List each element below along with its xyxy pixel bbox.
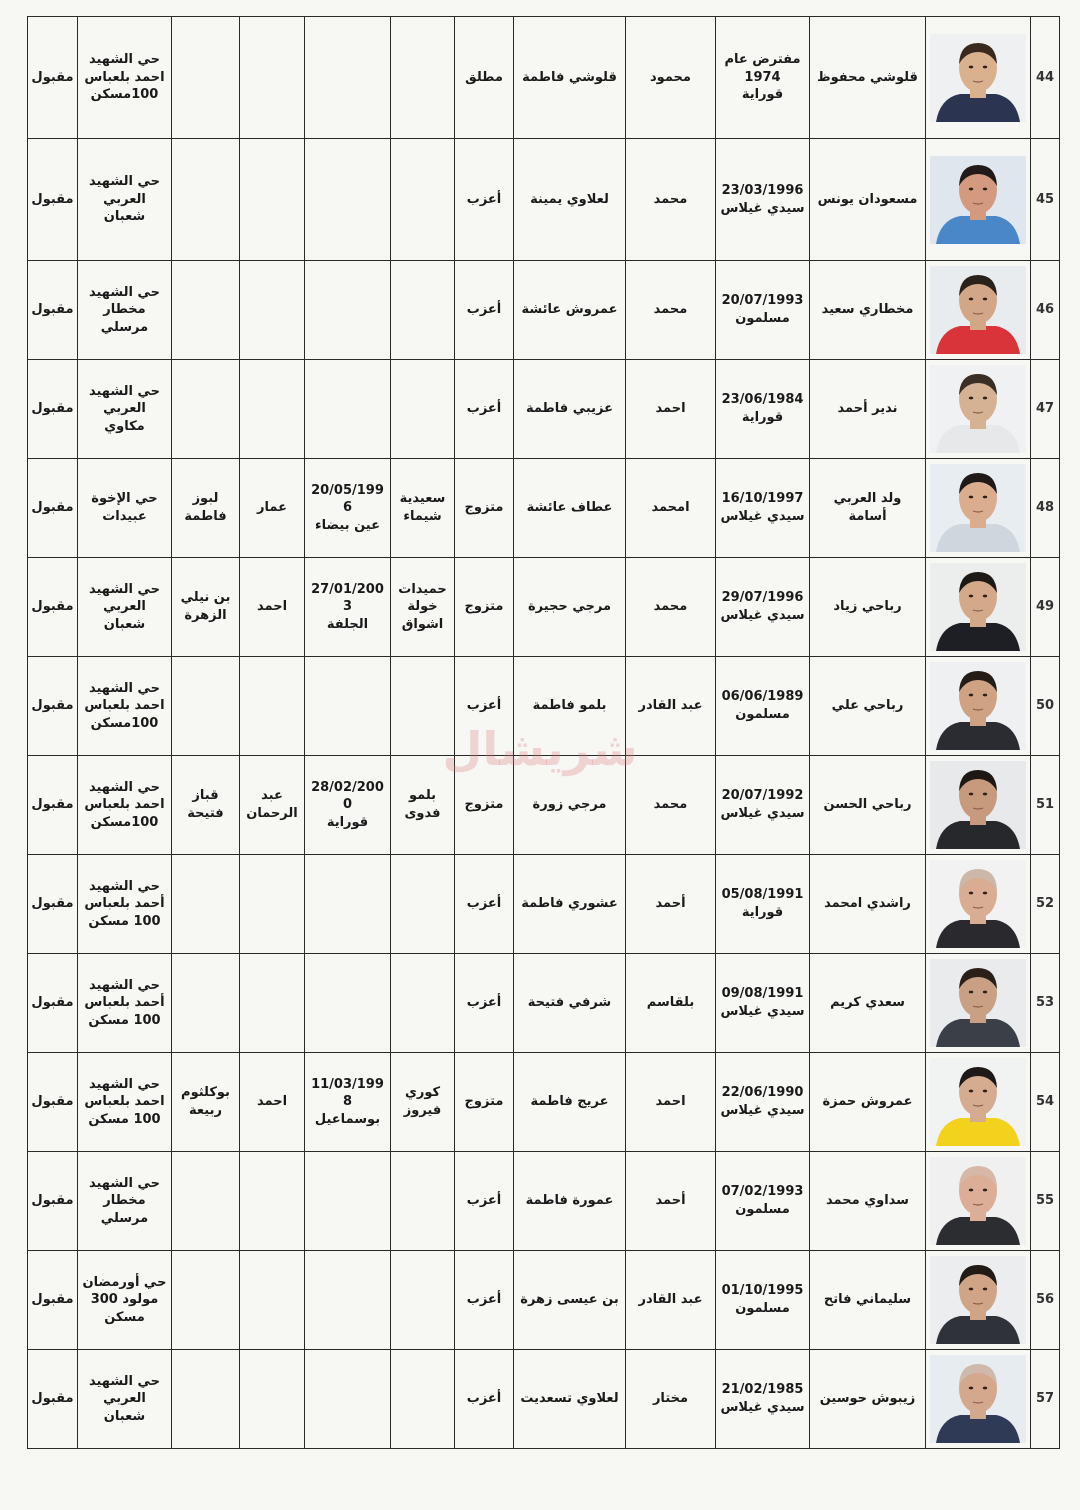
address-cell: حي الشهيد العربي مكاوي [78,360,172,459]
mother-name-cell: مرجي زورة [514,756,626,855]
birth-cell-line-1: 20/07/1993 [721,293,804,309]
birth-cell [716,558,810,657]
birth-cell [716,1350,810,1449]
table-row [28,756,1060,855]
spouse-father-cell: عمار [240,459,305,558]
address-cell: حي الشهيد العربي شعبان [78,558,172,657]
id-photo [930,860,1026,948]
spouse-name-cell [391,657,455,756]
table-row [28,657,1060,756]
spouse-birth-cell [305,459,391,558]
spouse-name-cell: كوري فيروز [391,1053,455,1152]
birth-cell [716,1152,810,1251]
table-row [28,558,1060,657]
spouse-birth-cell [305,954,391,1053]
spouse-mother-cell [172,139,240,261]
father-name-cell: احمد [626,1053,716,1152]
decision-cell: مقبول [28,657,78,756]
marital-status-cell: مطلق [455,17,514,139]
id-photo [930,34,1026,122]
spouse-birth-cell [305,1053,391,1152]
id-photo [930,1157,1026,1245]
birth-cell-line-2: سيدي غيلاس [720,1103,805,1118]
father-name-cell: محمد [626,261,716,360]
birth-cell-line-2: سيدي غيلاس [720,1004,805,1019]
address-cell: حي الشهيد مخطار مرسلي [78,1152,172,1251]
decision-cell: مقبول [28,1251,78,1350]
spouse-father-cell [240,954,305,1053]
birth-cell-line-2: مسلمون [735,311,790,326]
spouse-name-cell [391,17,455,139]
spouse-mother-cell [172,17,240,139]
address-cell: حي الشهيد احمد بلعباس 100 مسكن [78,1053,172,1152]
decision-cell: مقبول [28,1350,78,1449]
marital-status-cell: أعزب [455,1251,514,1350]
address-cell: حي الشهيد احمد بلعباس 100مسكن [78,657,172,756]
full-name-cell: ولد العربي أسامة [810,459,926,558]
id-photo [930,1058,1026,1146]
spouse-mother-cell: لبوز فاطمة [172,459,240,558]
full-name-cell: قلوشي محفوظ [810,17,926,139]
spouse-birth-cell-line-2: الجلفة [326,616,369,632]
father-name-cell: بلقاسم [626,954,716,1053]
birth-cell-line-1: 05/08/1991 [721,887,804,903]
decision-cell: مقبول [28,17,78,139]
birth-cell-line-1: 06/06/1989 [721,689,804,705]
spouse-name-cell [391,1350,455,1449]
birth-cell-line-1: 01/10/1995 [721,1283,804,1299]
table-row [28,17,1060,139]
full-name-cell: زيبوش حوسين [810,1350,926,1449]
photo-cell [926,1350,1031,1449]
spouse-father-cell [240,360,305,459]
full-name-cell: راشدي امحمد [810,855,926,954]
spouse-name-cell [391,360,455,459]
decision-cell: مقبول [28,954,78,1053]
photo-cell [926,954,1031,1053]
spouse-father-cell: احمد [240,1053,305,1152]
father-name-cell: محمد [626,756,716,855]
father-name-cell: مختار [626,1350,716,1449]
row-number-cell: 56 [1031,1251,1060,1350]
birth-cell-line-2: مسلمون [735,707,790,722]
decision-cell: مقبول [28,756,78,855]
table-row [28,139,1060,261]
photo-cell [926,657,1031,756]
watermark: شريشال [442,722,638,776]
row-number-cell: 46 [1031,261,1060,360]
spouse-birth-cell-line-1: 20/05/1996 [311,482,384,516]
birth-cell [716,954,810,1053]
photo-cell [926,756,1031,855]
photo-cell [926,459,1031,558]
spouse-father-cell [240,1152,305,1251]
spouse-father-cell [240,139,305,261]
address-cell: حي الإخوة عبيدات [78,459,172,558]
mother-name-cell: عريج فاطمة [514,1053,626,1152]
spouse-father-cell [240,261,305,360]
spouse-mother-cell [172,1251,240,1350]
father-name-cell: محمد [626,139,716,261]
photo-cell [926,139,1031,261]
row-number-cell: 55 [1031,1152,1060,1251]
spouse-birth-cell-line-2: عين بيضاء [315,517,380,533]
spouse-birth-cell [305,855,391,954]
full-name-cell: عمروش حمزة [810,1053,926,1152]
spouse-name-cell [391,1152,455,1251]
row-number-cell: 44 [1031,17,1060,139]
spouse-birth-cell-line-1: 27/01/2003 [311,581,384,615]
address-cell: حي الشهيد مخطار مرسلي [78,261,172,360]
full-name-cell: رباحي علي [810,657,926,756]
birth-cell-line-2: سيدي غيلاس [720,509,805,524]
row-number-cell: 51 [1031,756,1060,855]
spouse-mother-cell [172,1152,240,1251]
address-cell: حي الشهيد احمد بلعباس 100مسكن [78,756,172,855]
father-name-cell: محمد [626,558,716,657]
spouse-birth-cell [305,756,391,855]
table-row [28,855,1060,954]
birth-cell-line-2: سيدي غيلاس [720,608,805,623]
id-photo [930,464,1026,552]
birth-cell [716,1053,810,1152]
father-name-cell: أحمد [626,1152,716,1251]
spouse-father-cell [240,855,305,954]
birth-cell-line-2: مسلمون [735,1301,790,1316]
marital-status-cell: أعزب [455,855,514,954]
table-row [28,261,1060,360]
row-number-cell: 48 [1031,459,1060,558]
birth-cell-line-2: سيدي غيلاس [720,200,805,216]
marital-status-cell: متزوج [455,756,514,855]
mother-name-cell: عطاف عائشة [514,459,626,558]
spouse-birth-cell [305,17,391,139]
marital-status-cell: متزوج [455,1053,514,1152]
father-name-cell: عبد القادر [626,1251,716,1350]
mother-name-cell: بن عيسى زهرة [514,1251,626,1350]
full-name-cell: رباحي زياد [810,558,926,657]
spouse-father-cell [240,657,305,756]
birth-cell-line-1: 23/03/1996 [721,182,804,198]
decision-cell: مقبول [28,139,78,261]
father-name-cell: امحمد [626,459,716,558]
birth-cell-line-1: 07/02/1993 [721,1184,804,1200]
table-row [28,1350,1060,1449]
spouse-name-cell: حميدات خولة اشواق [391,558,455,657]
spouse-mother-cell [172,261,240,360]
spouse-father-cell [240,1350,305,1449]
photo-cell [926,1053,1031,1152]
spouse-mother-cell [172,954,240,1053]
mother-name-cell: قلوشي فاطمة [514,17,626,139]
row-number-cell: 52 [1031,855,1060,954]
decision-cell: مقبول [28,558,78,657]
marital-status-cell: أعزب [455,1350,514,1449]
full-name-cell: سليماني فاتح [810,1251,926,1350]
birth-cell [716,17,810,139]
father-name-cell: عبد القادر [626,657,716,756]
decision-cell: مقبول [28,1152,78,1251]
birth-cell-line-2: قوراية [741,410,784,425]
table-row [28,459,1060,558]
row-number-cell: 47 [1031,360,1060,459]
decision-cell: مقبول [28,360,78,459]
mother-name-cell: بلمو فاطمة [514,657,626,756]
marital-status-cell: متزوج [455,459,514,558]
mother-name-cell: عمورة فاطمة [514,1152,626,1251]
address-cell: حي الشهيد العربي شعبان [78,139,172,261]
id-photo [930,1355,1026,1443]
birth-cell-line-2: قوراية [741,905,784,920]
row-number-cell: 45 [1031,139,1060,261]
spouse-father-cell [240,17,305,139]
full-name-cell: ندير أحمد [810,360,926,459]
photo-cell [926,17,1031,139]
birth-cell-line-2: قوراية [741,87,784,103]
address-cell: حي الشهيد أحمد بلعباس 100 مسكن [78,954,172,1053]
mother-name-cell: عشوري فاطمة [514,855,626,954]
birth-cell-line-1: 22/06/1990 [721,1085,804,1101]
spouse-birth-cell [305,1152,391,1251]
spouse-birth-cell-line-2: بوسماعيل [314,1111,381,1127]
mother-name-cell: مرجي حجيرة [514,558,626,657]
full-name-cell: سعدي كريم [810,954,926,1053]
father-name-cell: أحمد [626,855,716,954]
address-cell: حي الشهيد أحمد بلعباس 100 مسكن [78,855,172,954]
birth-cell [716,459,810,558]
address-cell: حي الشهيد احمد بلعباس 100مسكن [78,17,172,139]
decision-cell: مقبول [28,459,78,558]
id-photo [930,761,1026,849]
birth-cell [716,139,810,261]
spouse-mother-cell: قباز فتيحة [172,756,240,855]
spouse-father-cell [240,1251,305,1350]
spouse-birth-cell [305,1251,391,1350]
birth-cell-line-1: 09/08/1991 [721,986,804,1002]
id-photo [930,563,1026,651]
full-name-cell: رباحي الحسن [810,756,926,855]
row-number-cell: 57 [1031,1350,1060,1449]
table-row [28,1053,1060,1152]
spouse-mother-cell: بوكلثوم ربيعة [172,1053,240,1152]
row-number-cell: 49 [1031,558,1060,657]
spouse-mother-cell [172,657,240,756]
spouse-name-cell [391,261,455,360]
birth-cell-line-2: سيدي غيلاس [720,806,805,821]
birth-cell-line-1: 16/10/1997 [721,491,804,507]
birth-cell-line-2: مسلمون [735,1202,790,1217]
spouse-name-cell [391,954,455,1053]
id-photo [930,1256,1026,1344]
photo-cell [926,261,1031,360]
decision-cell: مقبول [28,1053,78,1152]
spouse-mother-cell [172,855,240,954]
id-photo [930,365,1026,453]
spouse-mother-cell: بن نيلي الزهرة [172,558,240,657]
beneficiaries-table [27,16,1060,1449]
spouse-name-cell [391,139,455,261]
photo-cell [926,360,1031,459]
id-photo [930,959,1026,1047]
marital-status-cell: متزوج [455,558,514,657]
spouse-name-cell: سعيدية شيماء [391,459,455,558]
full-name-cell: سداوي محمد [810,1152,926,1251]
mother-name-cell: عمروش عائشة [514,261,626,360]
table-row [28,1152,1060,1251]
spouse-birth-cell [305,139,391,261]
spouse-name-cell: بلمو فدوى [391,756,455,855]
birth-cell-line-2: سيدي غيلاس [720,1400,805,1415]
marital-status-cell: أعزب [455,139,514,261]
mother-name-cell: لعلاوي تسعديت [514,1350,626,1449]
row-number-cell: 50 [1031,657,1060,756]
table-row [28,1251,1060,1350]
spouse-birth-cell-line-1: 11/03/1998 [311,1076,384,1110]
row-number-cell: 54 [1031,1053,1060,1152]
table-body [28,17,1060,1449]
marital-status-cell: أعزب [455,954,514,1053]
birth-cell [716,360,810,459]
spouse-birth-cell [305,1350,391,1449]
marital-status-cell: أعزب [455,360,514,459]
decision-cell: مقبول [28,855,78,954]
table-row [28,954,1060,1053]
father-name-cell: محمود [626,17,716,139]
birth-cell [716,1251,810,1350]
marital-status-cell: أعزب [455,657,514,756]
spouse-father-cell: احمد [240,558,305,657]
mother-name-cell: عزيبي فاطمة [514,360,626,459]
decision-cell: مقبول [28,261,78,360]
address-cell: حي الشهيد العربي شعبان [78,1350,172,1449]
table-row [28,360,1060,459]
birth-cell-line-1: مفترض عام 1974 [724,52,801,85]
mother-name-cell: شرفي فتيحة [514,954,626,1053]
birth-cell [716,756,810,855]
spouse-mother-cell [172,360,240,459]
birth-cell [716,261,810,360]
spouse-birth-cell-line-1: 28/02/2000 [311,779,384,813]
id-photo [930,266,1026,354]
spouse-name-cell [391,855,455,954]
photo-cell [926,1152,1031,1251]
spouse-birth-cell [305,657,391,756]
birth-cell [716,657,810,756]
spouse-name-cell [391,1251,455,1350]
birth-cell-line-1: 23/06/1984 [721,392,804,408]
birth-cell-line-1: 21/02/1985 [721,1382,804,1398]
spouse-birth-cell [305,261,391,360]
birth-cell-line-1: 20/07/1992 [721,788,804,804]
mother-name-cell: لعلاوي يمينة [514,139,626,261]
address-cell: حي أورمضان مولود 300 مسكن [78,1251,172,1350]
photo-cell [926,855,1031,954]
photo-cell [926,1251,1031,1350]
photo-cell [926,558,1031,657]
row-number-cell: 53 [1031,954,1060,1053]
id-photo [930,662,1026,750]
id-photo [930,156,1026,244]
full-name-cell: مخطاري سعيد [810,261,926,360]
father-name-cell: احمد [626,360,716,459]
marital-status-cell: أعزب [455,261,514,360]
spouse-mother-cell [172,1350,240,1449]
marital-status-cell: أعزب [455,1152,514,1251]
spouse-birth-cell [305,360,391,459]
birth-cell [716,855,810,954]
birth-cell-line-1: 29/07/1996 [721,590,804,606]
spouse-birth-cell [305,558,391,657]
spouse-birth-cell-line-2: قوراية [326,814,369,830]
full-name-cell: مسعودان يونس [810,139,926,261]
spouse-father-cell: عبد الرحمان [240,756,305,855]
